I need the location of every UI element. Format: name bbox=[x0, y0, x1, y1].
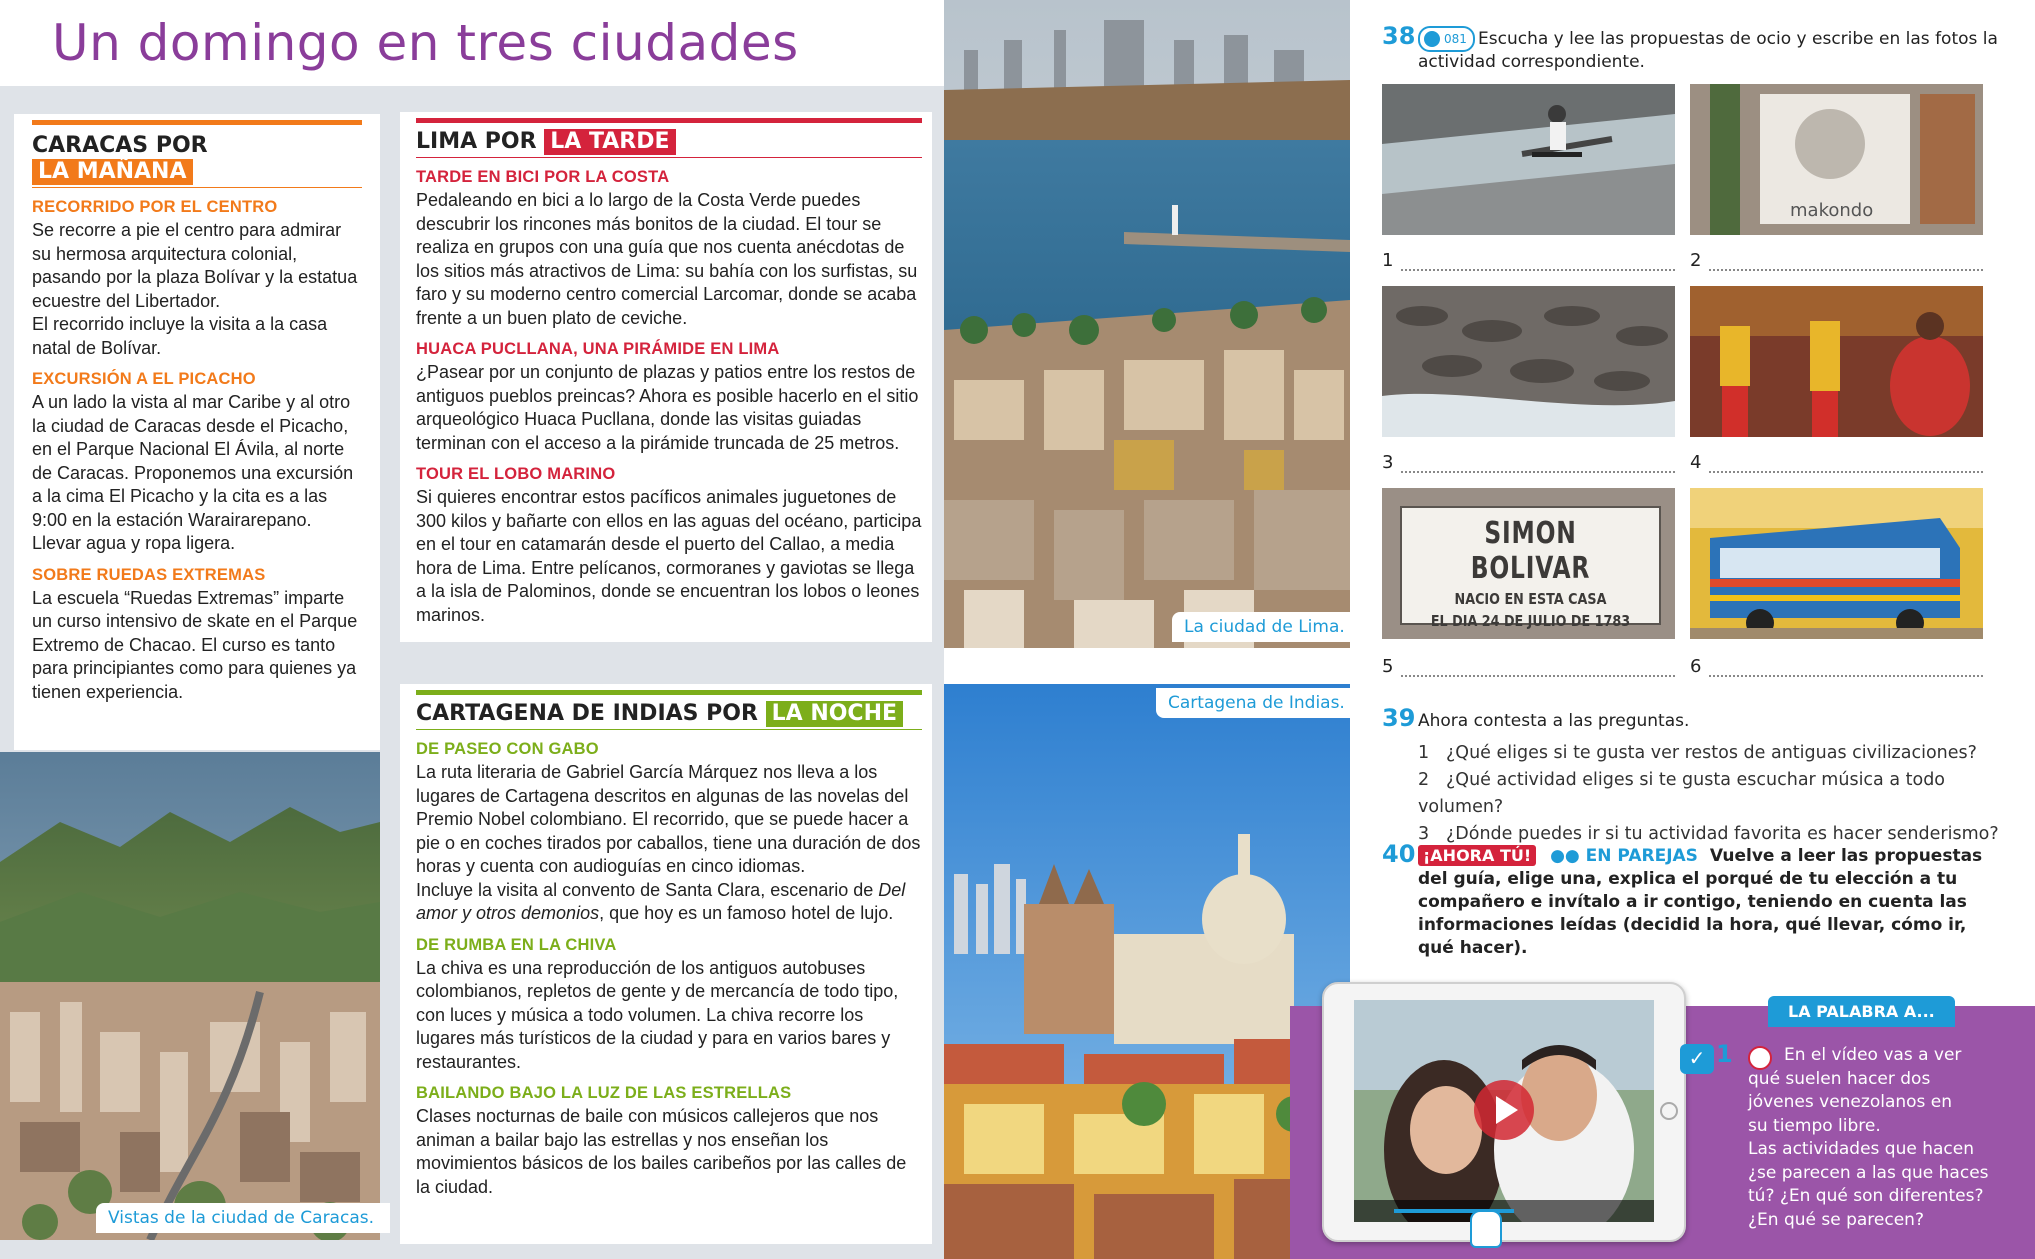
palabra-line: ¿En qué se parecen? bbox=[1748, 1209, 1924, 1230]
question-number: 3 bbox=[1418, 824, 1430, 844]
lima-title bbox=[416, 129, 922, 155]
tablet-frame bbox=[1322, 982, 1686, 1242]
answer-line-6 bbox=[1690, 656, 1983, 677]
question-number: 2 bbox=[1418, 770, 1430, 790]
lima-photo bbox=[944, 0, 1350, 648]
text-part: , que hoy es un famoso hotel de lujo. bbox=[599, 903, 894, 923]
lima-paragraph: Si quieres encontrar estos pacíficos animales juguetones de 300 kilos y bañarte con ellos en las aguas del océano, participa en el tour en catamarán desde el puerto del Callao, a media hora de Lima. Entre pelícanos, cormoranes y gaviotas se llega a la isla de Palominos, donde se encuentran los lobos o leones marinos. bbox=[416, 487, 922, 625]
page-title: Un domingo en tres ciudades bbox=[52, 14, 799, 72]
chiva-bus-illustration bbox=[1690, 488, 1983, 639]
answer-blank[interactable] bbox=[1709, 269, 1983, 271]
answer-line-4 bbox=[1690, 452, 1983, 473]
question-item bbox=[1418, 740, 2018, 767]
answer-blank[interactable] bbox=[1709, 675, 1983, 677]
play-icon bbox=[1496, 1096, 1518, 1124]
plaque bbox=[1400, 506, 1661, 630]
hand-cursor-icon bbox=[1470, 1210, 1502, 1248]
cartagena-paragraph: La chiva es una reproducción de los antiguos autobuses colombianos, repletos de gente y de mercancía de todo tipo, con luces y música a todo volumen. La chiva recorre los lugares más turísticos de la ciudad y para en varios bares y restaurantes. bbox=[416, 957, 899, 1072]
cartagena-photo-caption: Cartagena de Indias. bbox=[1156, 688, 1357, 718]
lima-sub-heading: HUACA PUCLLANA, UNA PIRÁMIDE EN LIMA bbox=[416, 340, 780, 358]
exercise-40-instruction: Vuelve a leer las propuestas del guía, elige una, explica el porqué de tu elección a tu compañero e invítalo a ir contigo, teniendo en cuenta las informaciones leídas (decidid la hora, qué llevar, cómo ir, qué hacer). bbox=[1418, 846, 1983, 958]
answer-blank[interactable] bbox=[1401, 269, 1675, 271]
cartagena-paragraph: La ruta literaria de Gabriel García Márquez nos lleva a los lugares de Cartagena descritos en algunas de las novelas del Premio Nobel colombiano. El recorrido, que se puede hacer a pie o en coches tirados por caballos, tiene una duración de dos horas y cuenta con audioguías en cinco idiomas. bbox=[416, 762, 921, 876]
exercise-38-instruction: Escucha y lee las propuestas de ocio y escribe en las fotos la actividad correspondiente. bbox=[1418, 29, 1998, 72]
caracas-paragraph: La escuela “Ruedas Extremas” imparte un curso intensivo de skate en el Parque Extremo de Chacao. El curso es tanto para principiantes como para quienes ya tienen experiencia. bbox=[32, 587, 358, 702]
answer-number: 3 bbox=[1382, 452, 1394, 473]
cartagena-text bbox=[416, 761, 922, 926]
lima-title-line1: LIMA POR bbox=[416, 129, 537, 154]
caracas-sub-heading: RECORRIDO POR EL CENTRO bbox=[32, 198, 278, 216]
cartagena-divider bbox=[416, 729, 922, 730]
cartagena-title-highlight: LA NOCHE bbox=[766, 701, 903, 727]
answer-line-2 bbox=[1690, 250, 1983, 271]
photo-3-sea-lions bbox=[1382, 286, 1675, 437]
lima-divider bbox=[416, 157, 922, 158]
lima-panel bbox=[400, 112, 932, 642]
caracas-text bbox=[32, 391, 362, 556]
cartagena-title-line1: CARTAGENA DE INDIAS POR bbox=[416, 701, 758, 726]
answer-number: 6 bbox=[1690, 656, 1702, 677]
caracas-photo bbox=[0, 752, 380, 1240]
question-text: ¿Qué eliges si te gusta ver restos de antiguas civilizaciones? bbox=[1446, 743, 1977, 763]
question-text: ¿Qué actividad eliges si te gusta escuchar música a todo volumen? bbox=[1418, 770, 1946, 817]
exercise-39-questions bbox=[1418, 740, 2018, 848]
photo-4-dancers bbox=[1690, 286, 1983, 437]
lima-top-rule bbox=[416, 118, 922, 123]
play-button[interactable] bbox=[1474, 1080, 1534, 1140]
caracas-top-rule bbox=[32, 120, 362, 125]
palabra-line: su tiempo libre. bbox=[1748, 1115, 1881, 1136]
photo-5-bolivar-plaque bbox=[1382, 488, 1675, 639]
exercise-41-number: 1 bbox=[1716, 1040, 1733, 1068]
caracas-title-highlight: LA MAÑANA bbox=[32, 159, 193, 185]
cartagena-sub-heading: BAILANDO BAJO LA LUZ DE LAS ESTRELLAS bbox=[416, 1084, 792, 1102]
caracas-panel bbox=[14, 114, 380, 750]
question-text: ¿Dónde puedes ir si tu actividad favorita es hacer senderismo? bbox=[1446, 824, 1999, 844]
photo-6-chiva-bus bbox=[1690, 488, 1983, 639]
novel-title: Del amor y otros demonios bbox=[416, 879, 906, 923]
photo-1-skateboarder bbox=[1382, 84, 1675, 235]
caracas-text bbox=[32, 219, 362, 360]
pairs-label: EN PAREJAS bbox=[1585, 846, 1698, 866]
answer-line-5 bbox=[1382, 656, 1675, 677]
video-player[interactable] bbox=[1354, 1000, 1654, 1222]
checklist-icon: ✓ bbox=[1680, 1044, 1714, 1074]
palabra-line: Las actividades que hacen bbox=[1748, 1139, 1975, 1159]
plaque-line-2: NACIO EN ESTA CASA bbox=[1454, 590, 1607, 608]
answer-number: 5 bbox=[1382, 656, 1394, 677]
exercise-38-number: 38 bbox=[1382, 22, 1416, 50]
exercise-39-number: 39 bbox=[1382, 704, 1416, 732]
caracas-sub-heading: EXCURSIÓN A EL PICACHO bbox=[32, 370, 256, 388]
answer-blank[interactable] bbox=[1401, 471, 1675, 473]
answer-line-3 bbox=[1382, 452, 1675, 473]
text-part: Incluye la visita al convento de Santa Clara, escenario de bbox=[416, 879, 879, 900]
cartagena-paragraph: Clases nocturnas de baile con músicos callejeros que nos animan a bailar bajo las estrellas y nos enseñan los movimientos básicos de los bailes caribeños por las calles de la ciudad. bbox=[416, 1106, 907, 1197]
lima-paragraph: Pedaleando en bici a lo largo de la Costa Verde puedes descubrir los rincones más bonitos de la ciudad. El tour se realiza en grupos con una guía que nos cuenta anécdotas de los sitios más atractivos de Lima: su bahía con los surfistas, su faro y su moderno centro comercial Larcomar, donde se acaba frente a un buen plato de ceviche. bbox=[416, 190, 918, 328]
palabra-line: qué suelen hacer dos bbox=[1748, 1068, 1931, 1089]
palabra-text bbox=[1748, 1044, 2033, 1232]
ahora-tu-badge: ¡AHORA TÚ! bbox=[1418, 845, 1536, 866]
caracas-photo-caption: Vistas de la ciudad de Caracas. bbox=[96, 1203, 390, 1233]
cartagena-sub-heading: DE PASEO CON GABO bbox=[416, 740, 599, 758]
caracas-title-line1: CARACAS POR bbox=[32, 133, 208, 158]
plaque-line-3: EL DIA 24 DE JULIO DE 1783 bbox=[1430, 612, 1631, 630]
answer-line-1 bbox=[1382, 250, 1675, 271]
answer-blank[interactable] bbox=[1709, 471, 1983, 473]
dancers-illustration bbox=[1690, 286, 1983, 437]
caracas-paragraph: Se recorre a pie el centro para admirar su hermosa arquitectura colonial, pasando por la plaza Bolívar y la estatua ecuestre del Libertador. bbox=[32, 220, 358, 311]
lima-sub-heading: TOUR EL LOBO MARINO bbox=[416, 465, 616, 483]
caracas-divider bbox=[32, 187, 362, 188]
sea-lions-illustration bbox=[1382, 286, 1675, 437]
cartagena-paragraph bbox=[416, 879, 922, 926]
audio-track-number: 081 bbox=[1444, 32, 1467, 46]
palabra-line: ¿se parecen a las que haces bbox=[1748, 1162, 1989, 1183]
caracas-title bbox=[32, 133, 362, 185]
lima-sub-heading: TARDE EN BICI POR LA COSTA bbox=[416, 168, 670, 186]
exercise-40-number: 40 bbox=[1382, 840, 1416, 868]
tablet-home-button bbox=[1660, 1102, 1678, 1120]
caracas-paragraph: A un lado la vista al mar Caribe y al otro la ciudad de Caracas desde el Picacho, en el Parque Nacional El Ávila, al norte de Caracas. Proponemos una excursión a la cima El Picacho y la cita es a las 9:00 en la estación Warairarepano. bbox=[32, 392, 354, 530]
cartagena-sub-heading: DE RUMBA EN LA CHIVA bbox=[416, 935, 617, 954]
palabra-line: jóvenes venezolanos en bbox=[1748, 1092, 1953, 1112]
lima-title-highlight: LA TARDE bbox=[544, 129, 675, 155]
caracas-text bbox=[32, 587, 362, 705]
cartagena-top-rule bbox=[416, 690, 922, 695]
pairs-icon: ●● bbox=[1550, 846, 1580, 866]
answer-blank[interactable] bbox=[1401, 675, 1675, 677]
exercise-40-block bbox=[1418, 844, 2008, 960]
answer-number: 2 bbox=[1690, 250, 1702, 271]
caracas-paragraph: El recorrido incluye la visita a la casa natal de Bolívar. bbox=[32, 314, 328, 358]
skateboarder-illustration bbox=[1382, 84, 1675, 235]
lima-photo-caption: La ciudad de Lima. bbox=[1172, 612, 1357, 642]
palabra-line: tú? ¿En qué son diferentes? bbox=[1748, 1186, 1984, 1206]
caracas-paragraph: Llevar agua y ropa ligera. bbox=[32, 533, 236, 553]
exercise-39-instruction: Ahora contesta a las preguntas. bbox=[1418, 711, 1690, 731]
question-number: 1 bbox=[1418, 743, 1430, 763]
palabra-line: En el vídeo vas a ver bbox=[1784, 1045, 1962, 1065]
mural-illustration bbox=[1690, 84, 1983, 235]
cartagena-title bbox=[416, 701, 922, 727]
answer-number: 1 bbox=[1382, 250, 1394, 271]
lima-city-illustration bbox=[944, 0, 1350, 648]
mural-text: makondo bbox=[1790, 200, 1874, 221]
caracas-sub-heading: SOBRE RUEDAS EXTREMAS bbox=[32, 565, 266, 584]
cartagena-panel bbox=[400, 684, 932, 1244]
lima-paragraph: ¿Pasear por un conjunto de plazas y patios entre los restos de antiguos pueblos preincas? Ahora es posible hacerlo en el sitio arqueológico Huaca Pucllana, donde las visitas guiadas terminan con el acceso a la pirámide truncada de 25 metros. bbox=[416, 362, 919, 453]
palabra-tab: LA PALABRA A... bbox=[1768, 996, 1955, 1027]
question-item bbox=[1418, 767, 2018, 821]
caracas-city-illustration bbox=[0, 752, 380, 1240]
photo-2-mural bbox=[1690, 84, 1983, 235]
answer-number: 4 bbox=[1690, 452, 1702, 473]
plaque-line-1: SIMON BOLIVAR bbox=[1470, 516, 1591, 586]
